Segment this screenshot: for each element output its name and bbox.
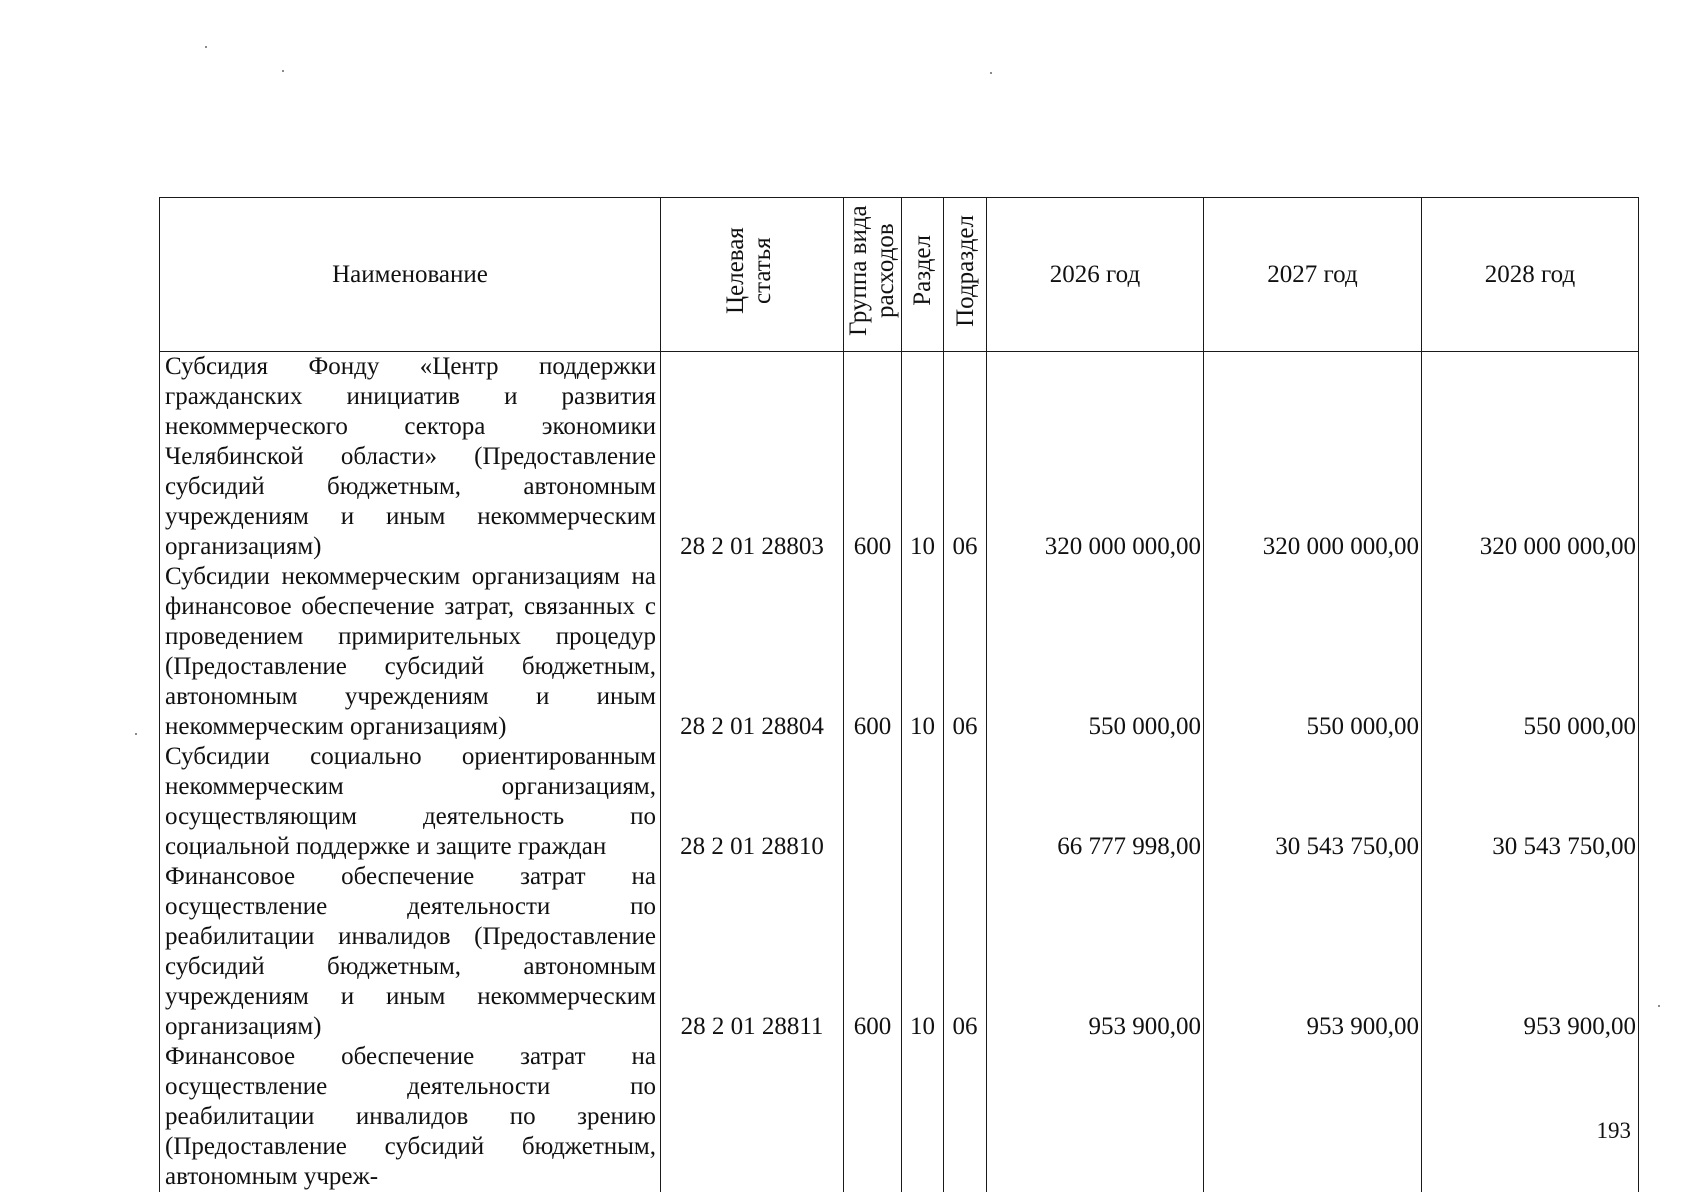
row-amount-2028 <box>1422 1042 1639 1192</box>
row-amount-2028: 30 543 750,00 <box>1422 742 1639 862</box>
row-section: 10 <box>902 352 944 563</box>
scan-speck <box>990 72 992 74</box>
header-target-article: Целевая статья <box>661 198 844 352</box>
row-amount-2028: 320 000 000,00 <box>1422 352 1639 563</box>
row-subsection <box>944 1042 987 1192</box>
row-section: 10 <box>902 562 944 742</box>
row-name: Субсидия Фонду «Центр поддержки гражданских инициатив и развития некоммерческого сектора экономики Челябинской области» (Предоставление субсидий бюджетным, автономным учреждениям и иным некоммерческим организациям) <box>160 352 661 563</box>
row-amount-2026: 66 777 998,00 <box>987 742 1204 862</box>
row-expense-group <box>844 1042 902 1192</box>
header-name: Наименование <box>160 198 661 352</box>
row-amount-2027: 550 000,00 <box>1204 562 1422 742</box>
header-section: Раздел <box>902 198 944 352</box>
row-name: Субсидии социально ориентированным некоммерческим организациям, осуществляющим деятельность по социальной поддержке и защите граждан <box>160 742 661 862</box>
row-amount-2028: 953 900,00 <box>1422 862 1639 1042</box>
row-amount-2027 <box>1204 1042 1422 1192</box>
row-amount-2026 <box>987 1042 1204 1192</box>
row-amount-2027: 320 000 000,00 <box>1204 352 1422 563</box>
row-amount-2027: 30 543 750,00 <box>1204 742 1422 862</box>
row-subsection <box>944 742 987 862</box>
header-expense-group: Группа вида расходов <box>844 198 902 352</box>
table-row <box>160 562 1639 742</box>
header-year-2027: 2027 год <box>1204 198 1422 352</box>
table-row <box>160 742 1639 862</box>
row-amount-2026: 953 900,00 <box>987 862 1204 1042</box>
row-amount-2028: 550 000,00 <box>1422 562 1639 742</box>
row-name: Субсидии некоммерческим организациям на финансовое обеспечение затрат, связанных с проведением примирительных процедур (Предоставление субсидий бюджетным, автономным учреждениям и иным некоммерческим организациям) <box>160 562 661 742</box>
row-section: 10 <box>902 862 944 1042</box>
page-number: 193 <box>1596 1118 1631 1143</box>
row-target-article: 28 2 01 28804 <box>661 562 844 742</box>
row-expense-group: 600 <box>844 862 902 1042</box>
row-section <box>902 742 944 862</box>
header-subsection: Подраздел <box>944 198 987 352</box>
row-expense-group <box>844 742 902 862</box>
row-name: Финансовое обеспечение затрат на осуществление деятельности по реабилитации инвалидов по зрению (Предоставление субсидий бюджетным, автономным учреж- <box>160 1042 661 1192</box>
header-year-2026: 2026 год <box>987 198 1204 352</box>
row-amount-2026: 320 000 000,00 <box>987 352 1204 563</box>
row-name: Финансовое обеспечение затрат на осуществление деятельности по реабилитации инвалидов (Предоставление субсидий бюджетным, автономным учреждениям и иным некоммерческим организациям) <box>160 862 661 1042</box>
row-subsection: 06 <box>944 562 987 742</box>
row-amount-2027: 953 900,00 <box>1204 862 1422 1042</box>
row-expense-group: 600 <box>844 562 902 742</box>
row-subsection: 06 <box>944 862 987 1042</box>
row-amount-2026: 550 000,00 <box>987 562 1204 742</box>
scan-speck <box>135 733 137 735</box>
scan-speck <box>205 46 207 48</box>
table-header-row <box>160 198 1639 352</box>
table-row <box>160 862 1639 1042</box>
row-target-article: 28 2 01 28803 <box>661 352 844 563</box>
scan-speck <box>1658 1005 1660 1007</box>
row-target-article: 28 2 01 28811 <box>661 862 844 1042</box>
row-subsection: 06 <box>944 352 987 563</box>
table-row <box>160 352 1639 563</box>
row-expense-group: 600 <box>844 352 902 563</box>
row-target-article <box>661 1042 844 1192</box>
budget-table <box>159 197 1639 1192</box>
header-year-2028: 2028 год <box>1422 198 1639 352</box>
table-row <box>160 1042 1639 1192</box>
row-section <box>902 1042 944 1192</box>
scan-speck <box>282 70 284 72</box>
row-target-article: 28 2 01 28810 <box>661 742 844 862</box>
